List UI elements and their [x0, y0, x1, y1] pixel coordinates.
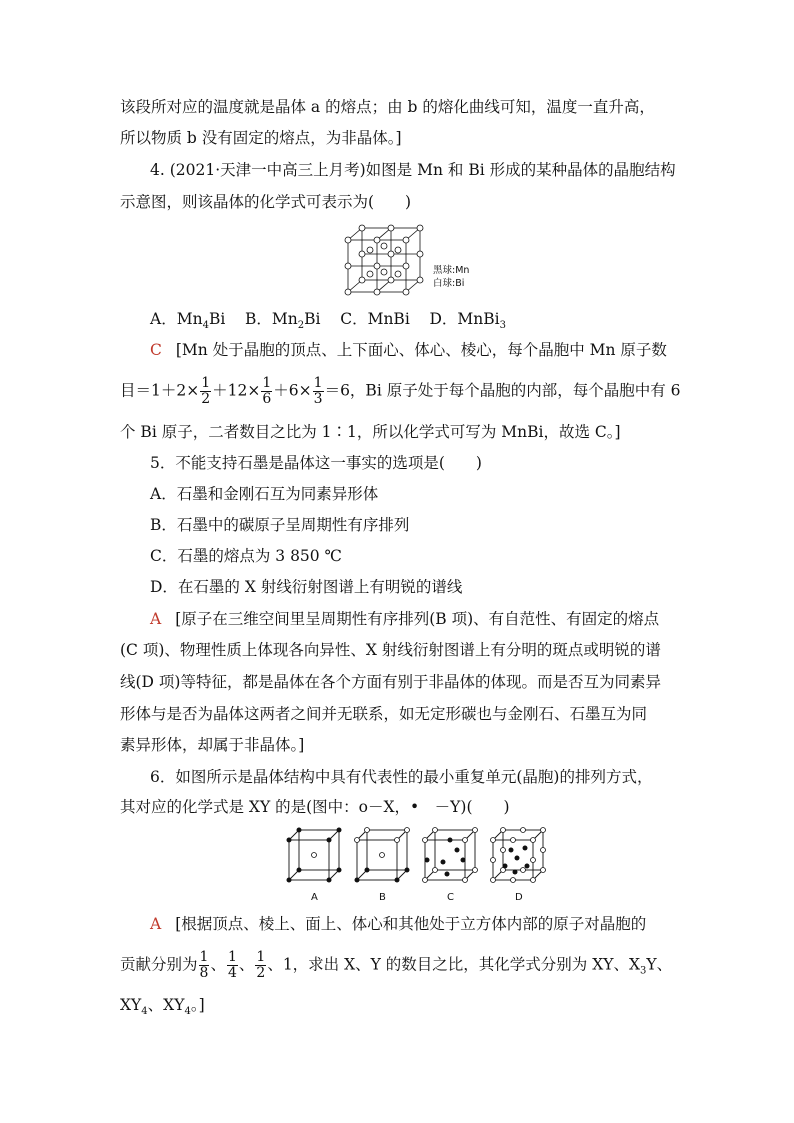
q4-option-d[interactable]: D．MnBi$_3$ [429, 310, 507, 332]
q6-stem-line-2: 其对应的化学式是 XY 的是(图中：o－X，• －Y)( ) [120, 798, 510, 816]
q6-stem-line-1: 6．如图所示是晶体结构中具有代表性的最小重复单元(晶胞)的排列方式， [150, 768, 653, 786]
q4-explanation-line-3: 个 Bi 原子，二者数目之比为 1∶1，所以化学式可写为 MnBi，故选 C。] [120, 423, 621, 441]
fraction-one-eighth: $\frac{1}{8}$ [199, 949, 209, 981]
q5-option-b[interactable]: B．石墨中的碳原子呈周期性有序排列 [150, 516, 410, 534]
mnbi-unit-cell-figure [340, 222, 426, 298]
cell-d [491, 828, 546, 883]
q4-answer: C [150, 341, 162, 359]
q5-explanation-line-3: 线(D 项)等特征，都是晶体在各个方面有别于非晶体的体现。而是否互为同素异 [120, 673, 661, 691]
prev-line-1: 该段所对应的温度就是晶体 a 的熔点；由 b 的熔化曲线可知，温度一直升高， [120, 98, 655, 116]
cell-a-caption: A [311, 892, 318, 903]
cell-d-caption: D [515, 892, 523, 903]
q4-explanation-line-1: C [Mn 处于晶胞的顶点、上下面心、体心、棱心，每个晶胞中 Mn 原子数 [150, 341, 667, 359]
cell-b-caption: B [379, 892, 386, 903]
q5-option-d[interactable]: D．在石墨的 X 射线衍射图谱上有明锐的谱线 [150, 578, 463, 596]
q5-explanation-line-5: 素异形体，却属于非晶体。] [120, 736, 305, 754]
q4-stem-line-1: 4. (2021·天津一中高三上月考)如图是 Mn 和 Bi 形成的某种晶体的晶胞结构 [150, 161, 676, 179]
q5-option-c[interactable]: C．石墨的熔点为 3 850 ℃ [150, 547, 342, 565]
q4-stem-line-2: 示意图，则该晶体的化学式可表示为( ) [120, 193, 412, 211]
legend-black-mn: 黑球:Mn [433, 265, 470, 276]
fraction-one-third: $\frac{1}{3}$ [313, 375, 323, 407]
q4-explanation-line-2: 目＝1＋2× $\frac{1}{2}$ ＋12× $\frac{1}{6}$ ＋6× $\frac{1}{3}$ ＝6，Bi 原子处于每个晶胞的内部，每个晶胞中有 6 [120, 375, 681, 407]
fraction-one-quarter: $\frac{1}{4}$ [227, 949, 237, 981]
q4-option-c[interactable]: C．MnBi [340, 310, 410, 328]
q6-answer: A [150, 915, 162, 933]
cell-b [355, 828, 410, 883]
q4-legend [433, 264, 469, 290]
q4-option-b[interactable]: B．$Mn_2Bi$ [245, 310, 321, 332]
q5-option-a[interactable]: A．石墨和金刚石互为同素异形体 [150, 485, 379, 503]
q6-explanation-line-3: $XY_4$、$XY_4$。] [120, 996, 205, 1018]
cell-c [423, 828, 478, 883]
q6-unit-cells-figure [283, 826, 547, 890]
cell-c-caption: C [447, 892, 454, 903]
q6-explanation-line-1: A [根据顶点、棱上、面上、体心和其他处于立方体内部的原子对晶胞的 [150, 915, 647, 933]
q5-explanation-line-2: (C 项)、物理性质上体现各向异性、X 射线衍射图谱上有分明的斑点或明锐的谱 [120, 641, 661, 659]
q6-explanation-line-2: 贡献分别为 $\frac{1}{8}$ 、 $\frac{1}{4}$ 、 $\frac{1}{2}$ 、1，求出 X、Y 的数目之比，其化学式分别为 XY、$X_3Y$、 [120, 949, 673, 981]
fraction-one-half: $\frac{1}{2}$ [201, 375, 211, 407]
q5-stem: 5．不能支持石墨是晶体这一事实的选项是( ) [150, 454, 482, 472]
q5-explanation-line-4: 形体与是否为晶体这两者之间并无联系，如无定形碳也与金刚石、石墨互为同 [120, 705, 648, 723]
prev-line-2: 所以物质 b 没有固定的熔点，为非晶体。] [120, 129, 402, 147]
legend-white-bi: 白球:Bi [433, 278, 465, 289]
q4-option-a[interactable]: A．$Mn_4Bi$ [150, 310, 226, 332]
q5-explanation-line-1: A [原子在三维空间里呈周期性有序排列(B 项)、有自范性、有固定的熔点 [150, 610, 660, 628]
q4-options [150, 308, 506, 337]
fraction-one-sixth: $\frac{1}{6}$ [262, 375, 272, 407]
fraction-one-half-b: $\frac{1}{2}$ [256, 949, 266, 981]
q5-answer: A [150, 610, 162, 628]
